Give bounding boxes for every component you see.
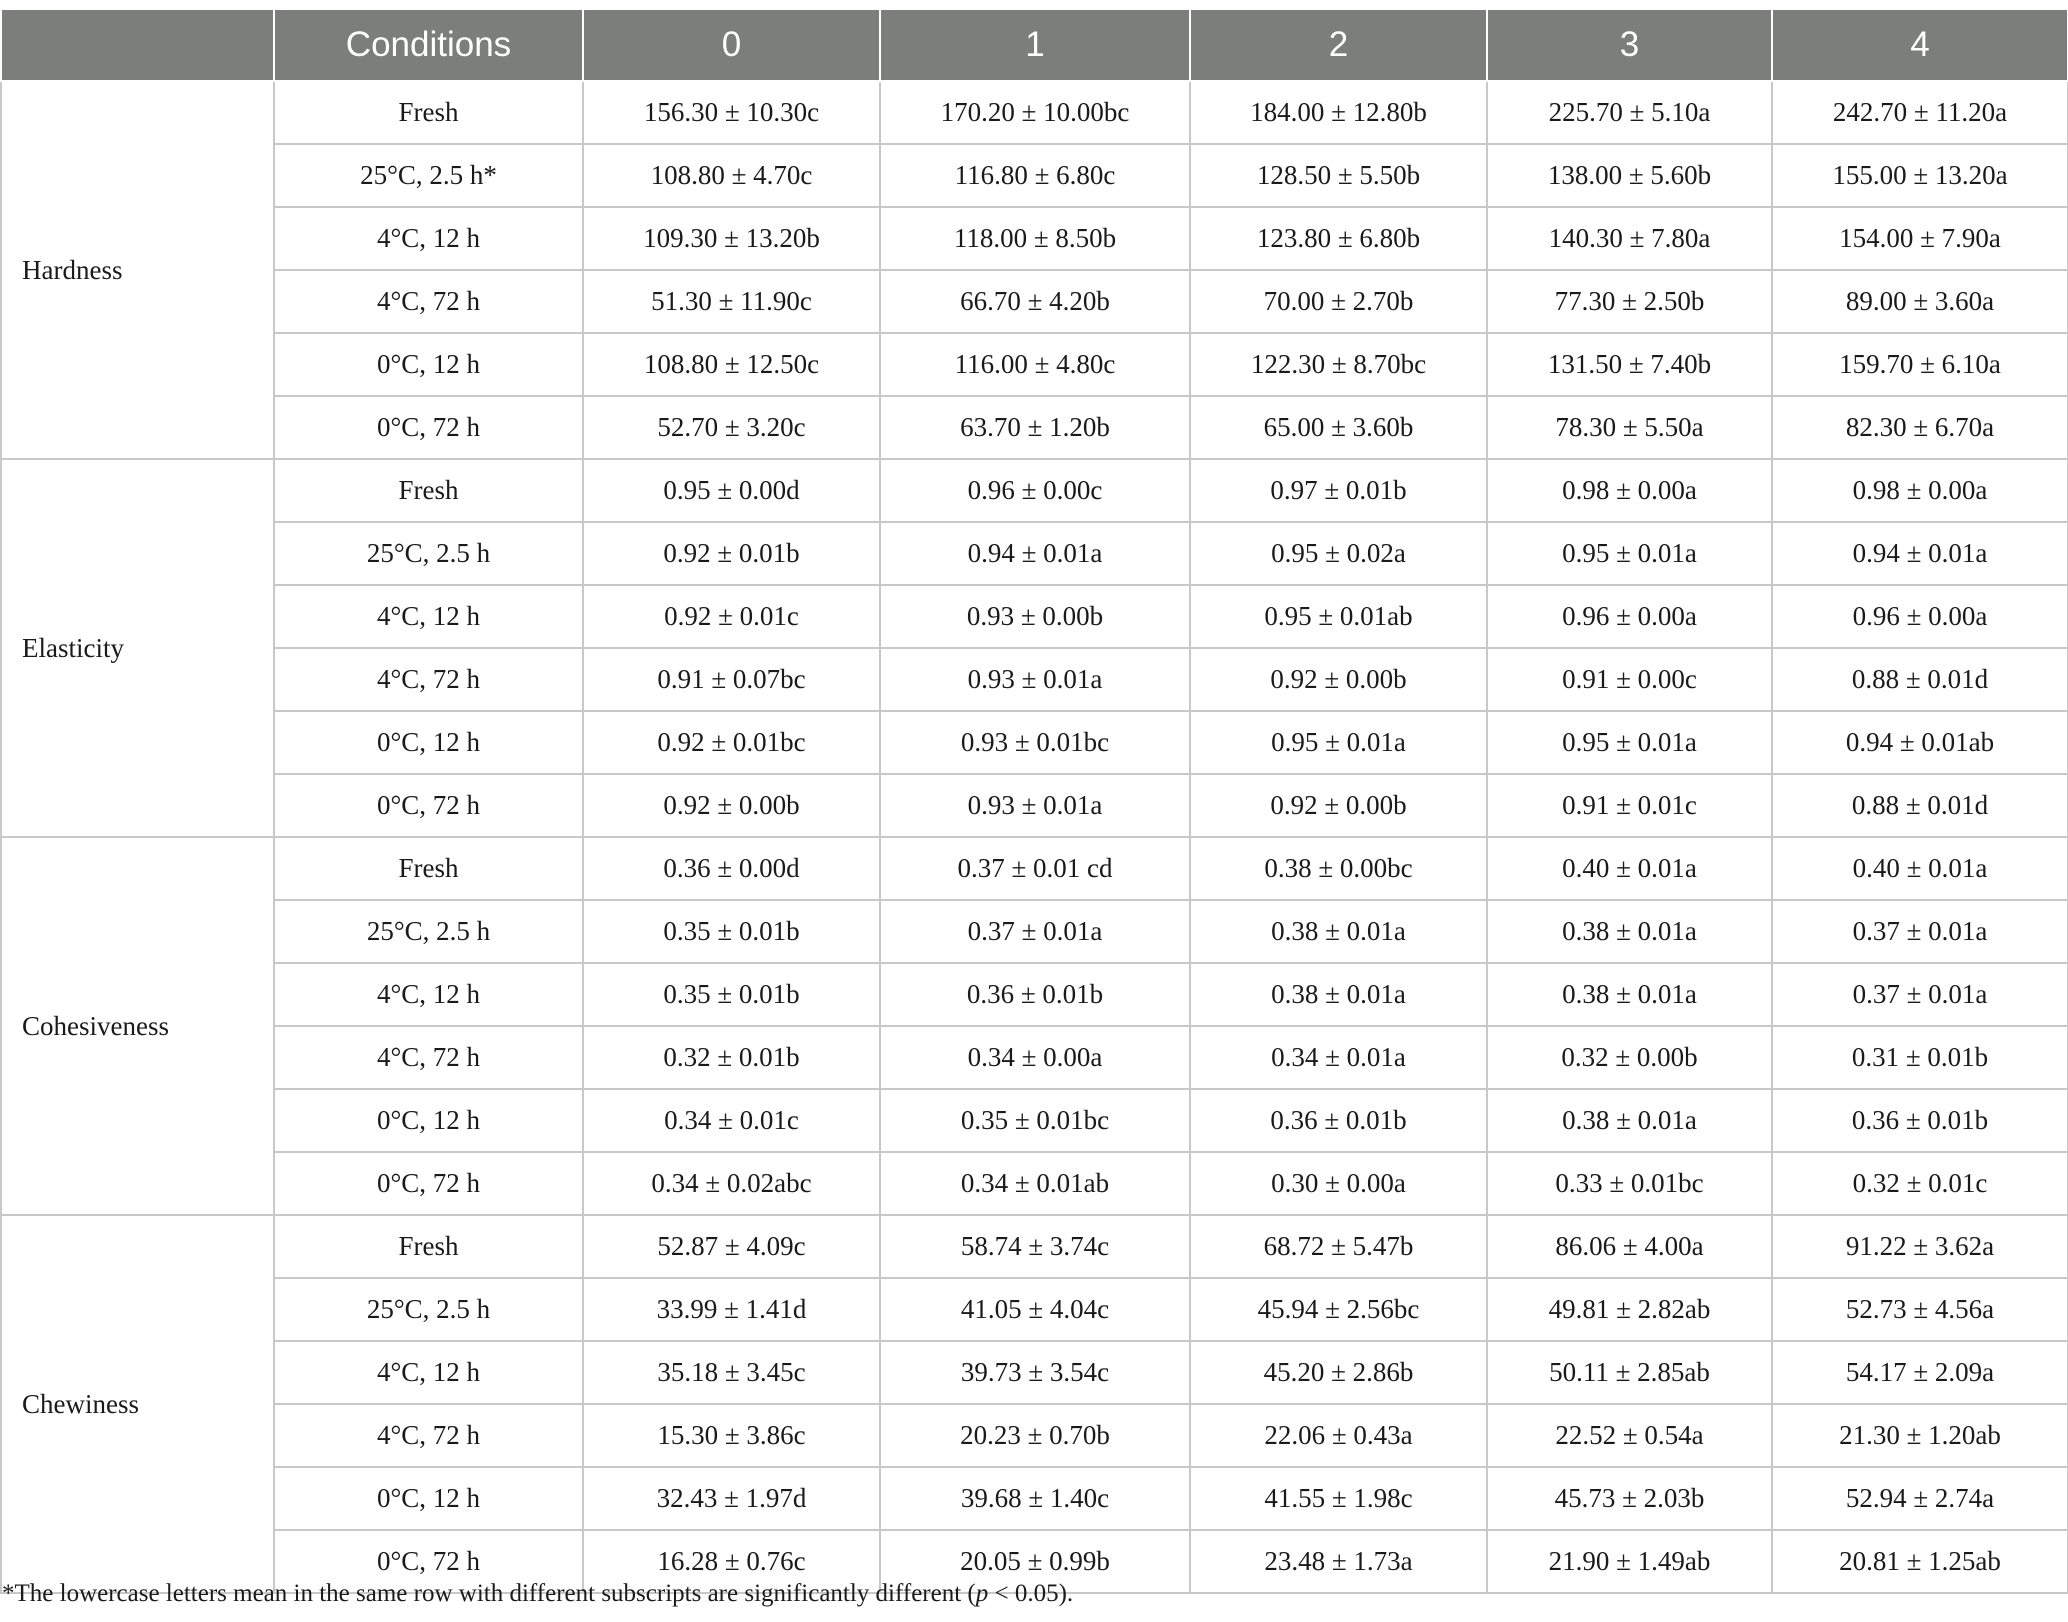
table-row xyxy=(1,333,2068,396)
value-cell: 0.35 ± 0.01b xyxy=(583,963,880,1026)
condition-cell: 0°C, 12 h xyxy=(274,711,583,774)
value-cell: 0.88 ± 0.01d xyxy=(1772,774,2068,837)
footnote-text-after: < 0.05). xyxy=(988,1580,1074,1607)
header-cell-0: 0 xyxy=(583,9,880,81)
value-cell: 89.00 ± 3.60a xyxy=(1772,270,2068,333)
value-cell: 0.36 ± 0.01b xyxy=(1190,1089,1487,1152)
value-cell: 0.38 ± 0.01a xyxy=(1487,1089,1772,1152)
condition-cell: 25°C, 2.5 h xyxy=(274,522,583,585)
value-cell: 0.38 ± 0.00bc xyxy=(1190,837,1487,900)
table-row xyxy=(1,1089,2068,1152)
table-header xyxy=(1,9,2068,81)
value-cell: 0.33 ± 0.01bc xyxy=(1487,1152,1772,1215)
value-cell: 242.70 ± 11.20a xyxy=(1772,81,2068,144)
value-cell: 0.92 ± 0.00b xyxy=(583,774,880,837)
value-cell: 20.23 ± 0.70b xyxy=(880,1404,1190,1467)
value-cell: 0.37 ± 0.01a xyxy=(1772,900,2068,963)
value-cell: 51.30 ± 11.90c xyxy=(583,270,880,333)
value-cell: 22.06 ± 0.43a xyxy=(1190,1404,1487,1467)
table-row xyxy=(1,396,2068,459)
value-cell: 0.93 ± 0.01a xyxy=(880,774,1190,837)
value-cell: 32.43 ± 1.97d xyxy=(583,1467,880,1530)
value-cell: 170.20 ± 10.00bc xyxy=(880,81,1190,144)
value-cell: 131.50 ± 7.40b xyxy=(1487,333,1772,396)
value-cell: 0.88 ± 0.01d xyxy=(1772,648,2068,711)
table-row xyxy=(1,270,2068,333)
value-cell: 65.00 ± 3.60b xyxy=(1190,396,1487,459)
condition-cell: Fresh xyxy=(274,1215,583,1278)
header-cell-conditions: Conditions xyxy=(274,9,583,81)
value-cell: 0.95 ± 0.01a xyxy=(1487,522,1772,585)
value-cell: 58.74 ± 3.74c xyxy=(880,1215,1190,1278)
value-cell: 0.97 ± 0.01b xyxy=(1190,459,1487,522)
value-cell: 0.95 ± 0.01a xyxy=(1487,711,1772,774)
value-cell: 155.00 ± 13.20a xyxy=(1772,144,2068,207)
value-cell: 0.34 ± 0.01a xyxy=(1190,1026,1487,1089)
value-cell: 41.05 ± 4.04c xyxy=(880,1278,1190,1341)
value-cell: 45.94 ± 2.56bc xyxy=(1190,1278,1487,1341)
value-cell: 0.38 ± 0.01a xyxy=(1487,963,1772,1026)
condition-cell: Fresh xyxy=(274,81,583,144)
value-cell: 0.36 ± 0.01b xyxy=(880,963,1190,1026)
condition-cell: 25°C, 2.5 h xyxy=(274,900,583,963)
value-cell: 66.70 ± 4.20b xyxy=(880,270,1190,333)
value-cell: 154.00 ± 7.90a xyxy=(1772,207,2068,270)
metric-label: Chewiness xyxy=(1,1215,274,1593)
header-cell-1: 1 xyxy=(880,9,1190,81)
value-cell: 0.95 ± 0.00d xyxy=(583,459,880,522)
value-cell: 0.96 ± 0.00c xyxy=(880,459,1190,522)
value-cell: 0.30 ± 0.00a xyxy=(1190,1152,1487,1215)
value-cell: 0.32 ± 0.01b xyxy=(583,1026,880,1089)
footnote-p-symbol: p xyxy=(975,1580,989,1607)
value-cell: 0.94 ± 0.01a xyxy=(1772,522,2068,585)
value-cell: 0.32 ± 0.01c xyxy=(1772,1152,2068,1215)
condition-cell: 4°C, 72 h xyxy=(274,270,583,333)
value-cell: 0.34 ± 0.00a xyxy=(880,1026,1190,1089)
value-cell: 0.32 ± 0.00b xyxy=(1487,1026,1772,1089)
value-cell: 33.99 ± 1.41d xyxy=(583,1278,880,1341)
metric-label: Hardness xyxy=(1,81,274,459)
condition-cell: 0°C, 12 h xyxy=(274,1467,583,1530)
table-row xyxy=(1,648,2068,711)
table-row xyxy=(1,1404,2068,1467)
header-cell-3: 3 xyxy=(1487,9,1772,81)
table-row xyxy=(1,1341,2068,1404)
value-cell: 20.81 ± 1.25ab xyxy=(1772,1530,2068,1593)
value-cell: 0.36 ± 0.00d xyxy=(583,837,880,900)
value-cell: 0.31 ± 0.01b xyxy=(1772,1026,2068,1089)
header-cell-metric xyxy=(1,9,274,81)
value-cell: 52.70 ± 3.20c xyxy=(583,396,880,459)
table-row xyxy=(1,522,2068,585)
value-cell: 54.17 ± 2.09a xyxy=(1772,1341,2068,1404)
value-cell: 0.96 ± 0.00a xyxy=(1487,585,1772,648)
condition-cell: 4°C, 72 h xyxy=(274,1404,583,1467)
value-cell: 20.05 ± 0.99b xyxy=(880,1530,1190,1593)
value-cell: 52.94 ± 2.74a xyxy=(1772,1467,2068,1530)
value-cell: 91.22 ± 3.62a xyxy=(1772,1215,2068,1278)
value-cell: 0.96 ± 0.00a xyxy=(1772,585,2068,648)
value-cell: 45.20 ± 2.86b xyxy=(1190,1341,1487,1404)
value-cell: 116.80 ± 6.80c xyxy=(880,144,1190,207)
footnote-text-before: *The lowercase letters mean in the same row with different subscripts are significantly different ( xyxy=(2,1580,976,1607)
table-body xyxy=(1,81,2068,1593)
value-cell: 70.00 ± 2.70b xyxy=(1190,270,1487,333)
value-cell: 35.18 ± 3.45c xyxy=(583,1341,880,1404)
value-cell: 0.92 ± 0.00b xyxy=(1190,648,1487,711)
table-container xyxy=(0,8,2068,1594)
value-cell: 0.98 ± 0.00a xyxy=(1772,459,2068,522)
condition-cell: 25°C, 2.5 h* xyxy=(274,144,583,207)
condition-cell: 4°C, 12 h xyxy=(274,585,583,648)
table-row xyxy=(1,144,2068,207)
condition-cell: 0°C, 12 h xyxy=(274,1089,583,1152)
value-cell: 0.38 ± 0.01a xyxy=(1190,900,1487,963)
value-cell: 108.80 ± 12.50c xyxy=(583,333,880,396)
value-cell: 138.00 ± 5.60b xyxy=(1487,144,1772,207)
value-cell: 39.68 ± 1.40c xyxy=(880,1467,1190,1530)
value-cell: 0.34 ± 0.01ab xyxy=(880,1152,1190,1215)
value-cell: 52.87 ± 4.09c xyxy=(583,1215,880,1278)
condition-cell: 4°C, 12 h xyxy=(274,1341,583,1404)
value-cell: 86.06 ± 4.00a xyxy=(1487,1215,1772,1278)
value-cell: 68.72 ± 5.47b xyxy=(1190,1215,1487,1278)
value-cell: 128.50 ± 5.50b xyxy=(1190,144,1487,207)
value-cell: 0.37 ± 0.01 cd xyxy=(880,837,1190,900)
value-cell: 109.30 ± 13.20b xyxy=(583,207,880,270)
value-cell: 78.30 ± 5.50a xyxy=(1487,396,1772,459)
value-cell: 63.70 ± 1.20b xyxy=(880,396,1190,459)
value-cell: 0.34 ± 0.02abc xyxy=(583,1152,880,1215)
value-cell: 0.40 ± 0.01a xyxy=(1487,837,1772,900)
table-row xyxy=(1,81,2068,144)
value-cell: 184.00 ± 12.80b xyxy=(1190,81,1487,144)
condition-cell: 4°C, 12 h xyxy=(274,207,583,270)
table-row xyxy=(1,774,2068,837)
value-cell: 0.40 ± 0.01a xyxy=(1772,837,2068,900)
value-cell: 0.91 ± 0.07bc xyxy=(583,648,880,711)
value-cell: 0.92 ± 0.01b xyxy=(583,522,880,585)
texture-data-table xyxy=(0,8,2068,1594)
value-cell: 41.55 ± 1.98c xyxy=(1190,1467,1487,1530)
condition-cell: 25°C, 2.5 h xyxy=(274,1278,583,1341)
condition-cell: 0°C, 72 h xyxy=(274,1152,583,1215)
condition-cell: Fresh xyxy=(274,837,583,900)
header-cell-4: 4 xyxy=(1772,9,2068,81)
value-cell: 0.95 ± 0.01ab xyxy=(1190,585,1487,648)
value-cell: 49.81 ± 2.82ab xyxy=(1487,1278,1772,1341)
value-cell: 108.80 ± 4.70c xyxy=(583,144,880,207)
value-cell: 0.98 ± 0.00a xyxy=(1487,459,1772,522)
value-cell: 0.36 ± 0.01b xyxy=(1772,1089,2068,1152)
value-cell: 0.92 ± 0.01bc xyxy=(583,711,880,774)
condition-cell: 4°C, 72 h xyxy=(274,1026,583,1089)
footnote xyxy=(2,1580,1073,1608)
value-cell: 0.91 ± 0.00c xyxy=(1487,648,1772,711)
value-cell: 0.94 ± 0.01ab xyxy=(1772,711,2068,774)
value-cell: 0.91 ± 0.01c xyxy=(1487,774,1772,837)
value-cell: 0.38 ± 0.01a xyxy=(1487,900,1772,963)
metric-label: Elasticity xyxy=(1,459,274,837)
value-cell: 21.30 ± 1.20ab xyxy=(1772,1404,2068,1467)
value-cell: 77.30 ± 2.50b xyxy=(1487,270,1772,333)
table-row xyxy=(1,1467,2068,1530)
value-cell: 0.92 ± 0.01c xyxy=(583,585,880,648)
condition-cell: 0°C, 12 h xyxy=(274,333,583,396)
value-cell: 116.00 ± 4.80c xyxy=(880,333,1190,396)
value-cell: 15.30 ± 3.86c xyxy=(583,1404,880,1467)
value-cell: 0.38 ± 0.01a xyxy=(1190,963,1487,1026)
value-cell: 0.35 ± 0.01b xyxy=(583,900,880,963)
value-cell: 52.73 ± 4.56a xyxy=(1772,1278,2068,1341)
condition-cell: 4°C, 72 h xyxy=(274,648,583,711)
value-cell: 123.80 ± 6.80b xyxy=(1190,207,1487,270)
condition-cell: 0°C, 72 h xyxy=(274,396,583,459)
value-cell: 0.35 ± 0.01bc xyxy=(880,1089,1190,1152)
value-cell: 225.70 ± 5.10a xyxy=(1487,81,1772,144)
value-cell: 16.28 ± 0.76c xyxy=(583,1530,880,1593)
header-cell-2: 2 xyxy=(1190,9,1487,81)
value-cell: 0.93 ± 0.00b xyxy=(880,585,1190,648)
metric-label: Cohesiveness xyxy=(1,837,274,1215)
value-cell: 21.90 ± 1.49ab xyxy=(1487,1530,1772,1593)
value-cell: 156.30 ± 10.30c xyxy=(583,81,880,144)
table-row xyxy=(1,963,2068,1026)
value-cell: 22.52 ± 0.54a xyxy=(1487,1404,1772,1467)
value-cell: 122.30 ± 8.70bc xyxy=(1190,333,1487,396)
table-row xyxy=(1,837,2068,900)
value-cell: 140.30 ± 7.80a xyxy=(1487,207,1772,270)
value-cell: 82.30 ± 6.70a xyxy=(1772,396,2068,459)
value-cell: 0.92 ± 0.00b xyxy=(1190,774,1487,837)
value-cell: 0.37 ± 0.01a xyxy=(1772,963,2068,1026)
table-row xyxy=(1,1215,2068,1278)
value-cell: 45.73 ± 2.03b xyxy=(1487,1467,1772,1530)
condition-cell: 0°C, 72 h xyxy=(274,774,583,837)
table-row xyxy=(1,459,2068,522)
value-cell: 118.00 ± 8.50b xyxy=(880,207,1190,270)
table-row xyxy=(1,711,2068,774)
value-cell: 0.95 ± 0.02a xyxy=(1190,522,1487,585)
header-row xyxy=(1,9,2068,81)
table-row xyxy=(1,207,2068,270)
value-cell: 0.95 ± 0.01a xyxy=(1190,711,1487,774)
condition-cell: Fresh xyxy=(274,459,583,522)
value-cell: 23.48 ± 1.73a xyxy=(1190,1530,1487,1593)
value-cell: 0.94 ± 0.01a xyxy=(880,522,1190,585)
value-cell: 159.70 ± 6.10a xyxy=(1772,333,2068,396)
table-row xyxy=(1,1026,2068,1089)
value-cell: 39.73 ± 3.54c xyxy=(880,1341,1190,1404)
value-cell: 50.11 ± 2.85ab xyxy=(1487,1341,1772,1404)
value-cell: 0.34 ± 0.01c xyxy=(583,1089,880,1152)
value-cell: 0.93 ± 0.01a xyxy=(880,648,1190,711)
condition-cell: 0°C, 72 h xyxy=(274,1530,583,1593)
condition-cell: 4°C, 12 h xyxy=(274,963,583,1026)
value-cell: 0.37 ± 0.01a xyxy=(880,900,1190,963)
table-row xyxy=(1,1278,2068,1341)
table-row xyxy=(1,900,2068,963)
table-row xyxy=(1,1152,2068,1215)
value-cell: 0.93 ± 0.01bc xyxy=(880,711,1190,774)
table-row xyxy=(1,585,2068,648)
